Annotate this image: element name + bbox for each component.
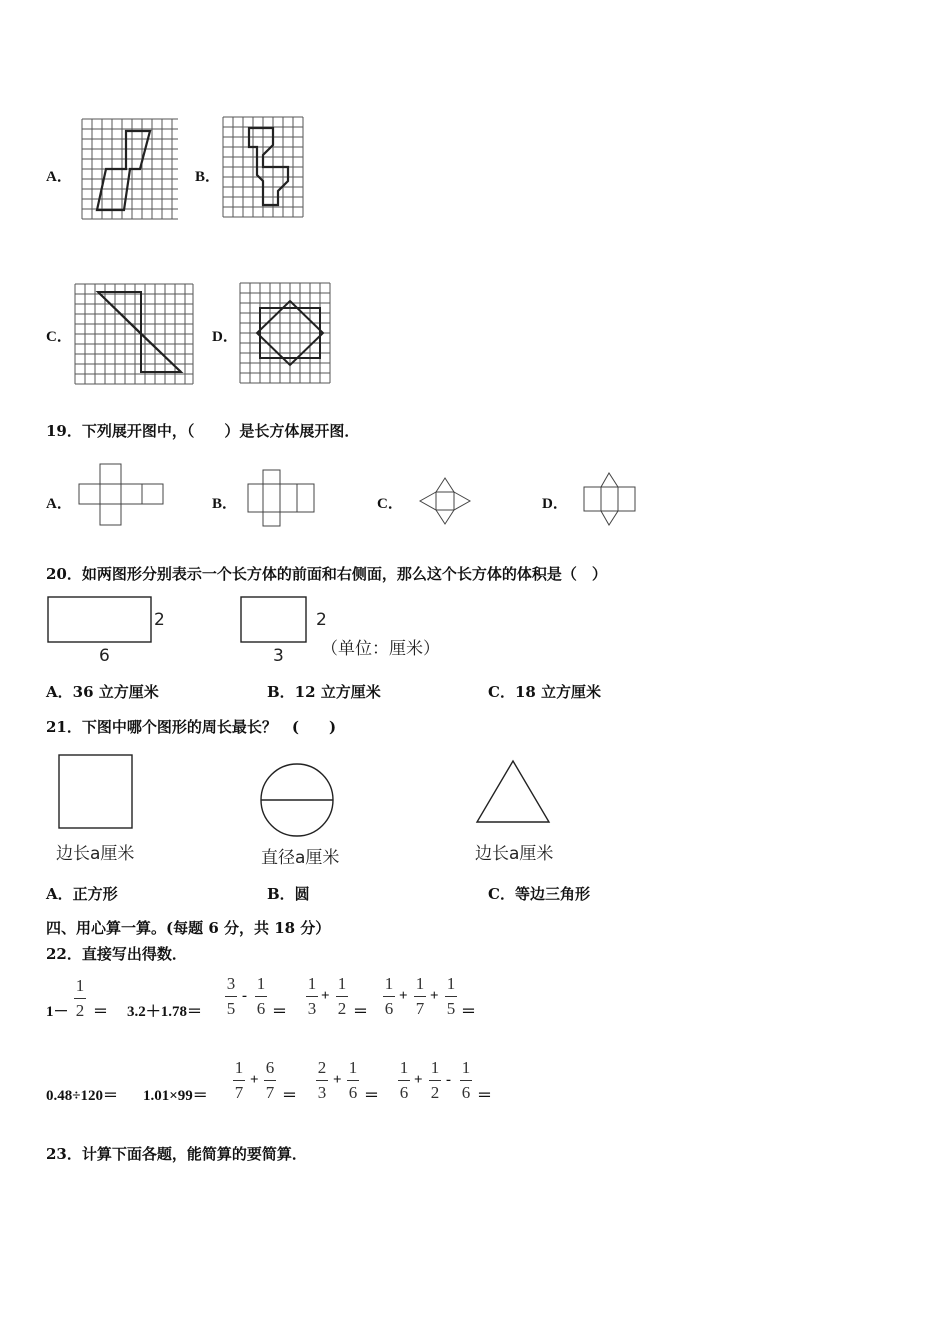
q18-option-a-figure [80,117,180,225]
q21-option-a: A．正方形 [46,885,118,903]
section-4-title: 四、用心算一算。(每题 6 分，共 18 分） [46,919,331,937]
q22-r1-e3-frac1: 3 5 [226,974,236,1018]
q22-r1-e5-equals: ＝ [461,1004,477,1020]
q22-question: 22．直接写出得数． [46,945,187,963]
q22-r2-e1: 0.48÷120＝ [46,1088,118,1104]
q22-r2-e3-equals: ＝ [282,1088,298,1104]
q22-r1-e4-frac2: 1 2 [337,974,347,1018]
q22-r1-e1-equals: ＝ [93,1004,109,1020]
q22-r2-e5-frac2: 1 2 [430,1058,440,1102]
q22-r2-e5-op1: + [414,1072,423,1088]
q22-r2-e3-op: + [250,1072,259,1088]
q19-net-a [78,462,166,528]
q22-r1-e4-equals: ＝ [353,1004,369,1020]
q22-r2-e4-equals: ＝ [364,1088,380,1104]
denominator: 2 [75,1001,85,1020]
q22-r1-e1-fraction [74,976,86,1021]
q20-option-a: A．36 立方厘米 [46,683,159,701]
q18-option-b-label: B． [195,169,221,185]
q20-option-c: C．18 立方厘米 [488,683,602,701]
q22-r1-e3-frac2: 1 6 [256,974,266,1018]
q20-front-rect [47,596,153,644]
q22-r2-e4-frac2: 1 6 [348,1058,358,1102]
q21-circle [259,762,337,840]
numerator: 1 [75,976,85,995]
q20-side-height: 2 [316,610,327,630]
q18-option-d-label: D． [212,329,238,345]
q22-r2-e5-frac1: 1 6 [399,1058,409,1102]
q19-option-b-label: B． [212,496,238,512]
q21-square [58,754,134,830]
q22-r2-e4-frac1: 2 3 [317,1058,327,1102]
q22-r2-e5-equals: ＝ [477,1088,493,1104]
q22-r2-e4-op: + [333,1072,342,1088]
q20-side-rect [240,596,308,644]
q18-option-c-figure [73,282,195,388]
q22-r2-e5-frac3: 1 6 [461,1058,471,1102]
q23-question: 23．计算下面各题，能简算的要简算． [46,1145,307,1163]
q20-side-width: 3 [273,646,284,666]
q22-r1-e3-op: - [242,988,247,1004]
q22-r1-e4-op: + [321,988,330,1004]
q22-r2-e3-frac1: 1 7 [234,1058,244,1102]
q19-option-a-label: A． [46,496,72,512]
q20-question: 20．如两图形分别表示一个长方体的前面和右侧面，那么这个长方体的体积是（ ） [46,565,607,583]
q22-r1-e5-frac2: 1 7 [415,974,425,1018]
q21-triangle [475,759,553,825]
q22-r1-e3-equals: ＝ [272,1004,288,1020]
q19-net-c [418,476,474,526]
q19-net-d [583,471,639,527]
q20-option-b: B．12 立方厘米 [267,683,381,701]
q22-r1-e2: 3.2＋1.78＝ [127,1004,203,1020]
q18-option-d-figure [238,281,332,385]
q22-r1-e5-op1: + [399,988,408,1004]
q21-option-b: B．圆 [267,885,310,903]
q20-unit: （单位：厘米） [321,639,440,659]
q22-r2-e3-frac2: 6 7 [265,1058,275,1102]
q20-front-height: 2 [154,610,165,630]
q21-square-caption: 边长a厘米 [56,844,135,864]
grid [75,284,193,384]
q22-r1-e5-frac1: 1 6 [384,974,394,1018]
q21-option-c: C．等边三角形 [488,885,590,903]
q18-option-a-label: A． [46,169,72,185]
q19-option-c-label: C． [377,496,403,512]
q21-triangle-caption: 边长a厘米 [475,844,554,864]
q21-circle-caption: 直径a厘米 [261,848,340,868]
q22-r2-e5-op2: - [446,1072,451,1088]
q22-r1-e1-prefix: 1－ [46,1004,69,1020]
q19-question: 19．下列展开图中，（ ）是长方体展开图． [46,422,360,440]
q20-front-width: 6 [99,646,110,666]
q22-r1-e5-op2: + [430,988,439,1004]
grid [240,283,330,383]
q18-option-c-label: C． [46,329,72,345]
q19-net-b [247,468,319,528]
q18-option-b-figure [221,115,305,221]
q21-question: 21．下图中哪个图形的周长最长？ ( ) [46,718,337,736]
q22-r1-e5-frac3: 1 5 [446,974,456,1018]
q22-r2-e2: 1.01×99＝ [143,1088,208,1104]
q22-r1-e4-frac1: 1 3 [307,974,317,1018]
q19-option-d-label: D． [542,496,568,512]
